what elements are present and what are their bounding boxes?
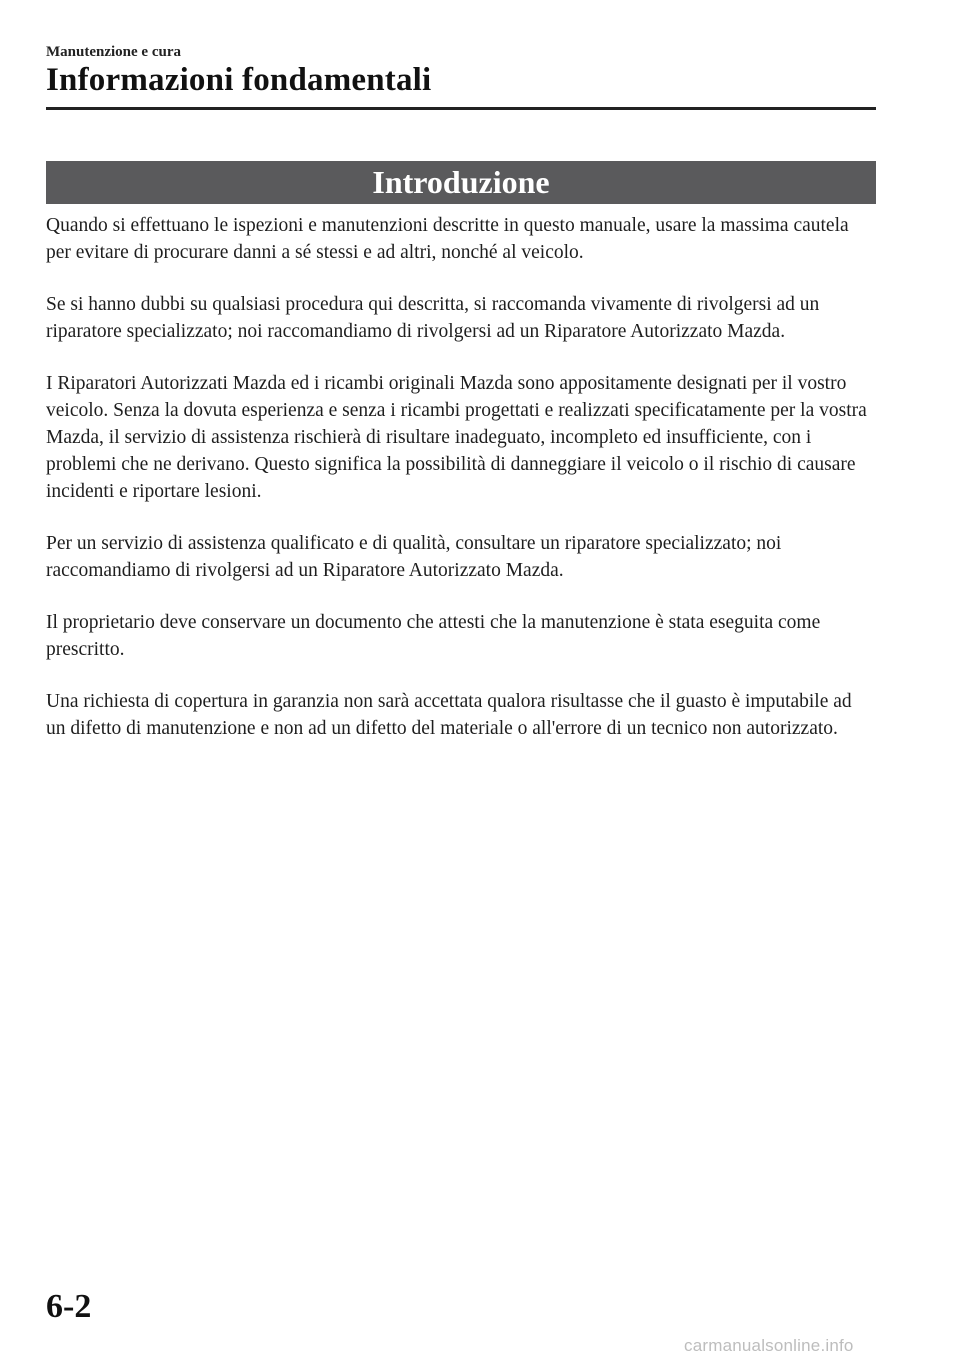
paragraph: Una richiesta di copertura in garanzia non sarà accettata qualora risultasse che il guasto è imputabile ad un difetto di manutenzione e non ad un difetto del materiale o all'errore di un tecnico non autorizzato. bbox=[46, 691, 852, 739]
paragraph: Il proprietario deve conservare un documento che attesti che la manutenzione è stata eseguita come prescritto. bbox=[46, 612, 821, 660]
page-title: Informazioni fondamentali bbox=[46, 62, 432, 98]
title-divider bbox=[46, 107, 876, 110]
paragraph: Quando si effettuano le ispezioni e manutenzioni descritte in questo manuale, usare la massima cautela per evitare di procurare danni a sé stessi e ad altri, nonché al veicolo. bbox=[46, 215, 849, 263]
paragraph: Per un servizio di assistenza qualificato e di qualità, consultare un riparatore specializzato; noi raccomandiamo di rivolgersi ad un Riparatore Autorizzato Mazda. bbox=[46, 533, 782, 581]
body-content bbox=[46, 212, 876, 767]
breadcrumb: Manutenzione e cura bbox=[46, 44, 181, 60]
page-number: 6-2 bbox=[46, 1288, 92, 1325]
section-banner bbox=[46, 161, 876, 204]
paragraph: I Riparatori Autorizzati Mazda ed i ricambi originali Mazda sono appositamente designati per il vostro veicolo. Senza la dovuta esperienza e senza i ricambi progettati e realizzati specificatamente per la vostra Mazda, il servizio di assistenza rischierà di risultare inadeguato, incompleto ed insufficiente, con i problemi che ne derivano. Questo significa la possibilità di danneggiare il veicolo o il rischio di causare incidenti e riportare lesioni. bbox=[46, 373, 867, 502]
section-heading: Introduzione bbox=[372, 164, 550, 200]
paragraph: Se si hanno dubbi su qualsiasi procedura qui descritta, si raccomanda vivamente di rivolgersi ad un riparatore specializzato; noi raccomandiamo di rivolgersi ad un Riparatore Autorizzato Mazda. bbox=[46, 294, 820, 342]
watermark: carmanualsonline.info bbox=[684, 1336, 854, 1355]
